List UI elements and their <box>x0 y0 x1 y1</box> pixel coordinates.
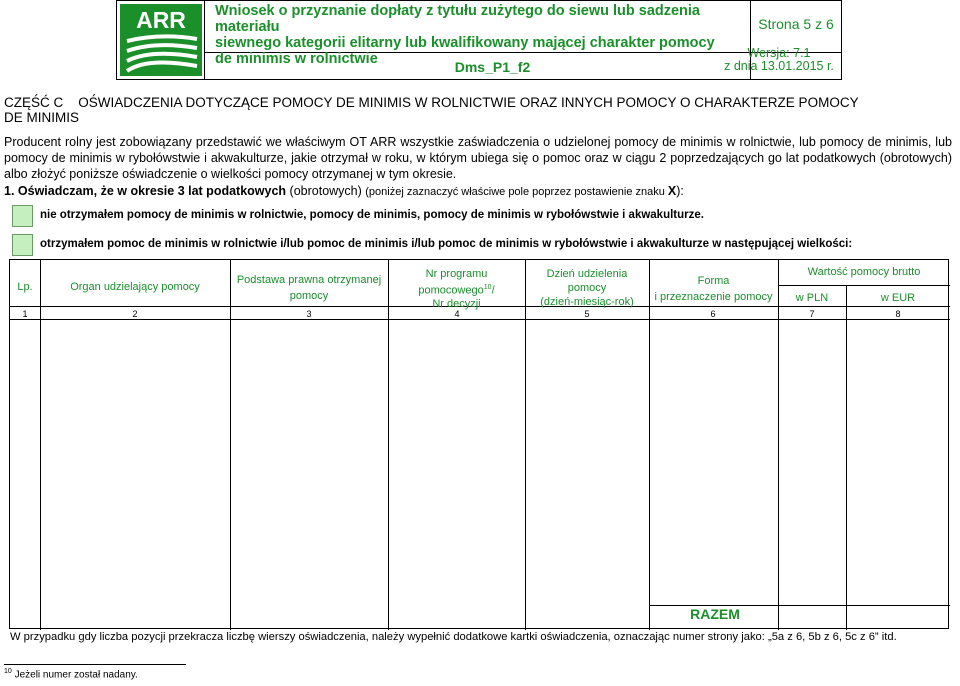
col-forma-line: i przeznaczenie pomocy <box>654 291 773 303</box>
col-forma-line: Forma <box>697 275 730 287</box>
col-podstawa-header <box>230 274 388 303</box>
footnote <box>4 668 138 680</box>
section-title-line: DE MINIMIS <box>4 110 80 125</box>
form-title-line: de minimis w rolnictwie <box>215 51 378 67</box>
section-intro-paragraph: Producent rolny jest zobowiązany przedstawić we właściwym OT ARR wszystkie zaświadczenia o udzielonej pomocy de minimis w rolnictwie, lub pomocy de minimis, lub pomocy de minimis w rybołówstwie i akwakulturze, jakie otrzymał w roku, w którym ubiega się o pomoc oraz w ciągu 2 poprzedzających go lat podatkowych (obrotowych) albo złożyć poniższe oświadczenie o wielkości pomocy otrzymanej w tym okresie. <box>4 135 952 182</box>
footnote-text: Jeżeli numer został nadany. <box>14 669 138 681</box>
table-entry-area[interactable] <box>10 320 950 605</box>
col-number: 5 <box>584 309 590 319</box>
declaration-mark: X <box>667 184 677 198</box>
version-number: Wersja: 7.1 <box>747 46 811 60</box>
section-title <box>4 95 954 125</box>
declaration-normal: (obrotowych) <box>286 184 366 198</box>
aid-table <box>9 259 949 629</box>
col-nr-header <box>388 268 525 311</box>
col-nr-line: Nr decyzji <box>432 297 481 310</box>
col-organ-header: Organ udzielający pomocy <box>70 281 200 293</box>
col-number: 6 <box>710 309 716 319</box>
page-number: Strona 5 z 6 <box>751 1 841 53</box>
checkbox-no-aid[interactable] <box>12 205 33 227</box>
col-nr-slash: / <box>491 284 495 297</box>
logo-text: ARR <box>136 7 186 33</box>
checkbox-aid-received[interactable] <box>12 234 33 256</box>
footnote-divider <box>4 664 186 665</box>
total-pln-field[interactable] <box>779 606 846 629</box>
additional-pages-note: W przypadku gdy liczba pozycji przekracza liczbę wierszy oświadczenia, należy wypełnić dodatkowe kartki oświadczenia, oznaczając numer strony jako: „5a z 6, 5b z 6, 5c z 6” itd. <box>10 631 897 643</box>
declaration-instruction: (poniżej zaznaczyć właściwe pole poprzez postawienie znaku <box>365 186 668 198</box>
col-podstawa-line: pomocy <box>289 290 329 302</box>
col-forma-header <box>649 275 778 304</box>
form-title-line: Wniosek o przyznanie dopłaty z tytułu zużytego do siewu lub sadzenia materiału <box>215 3 700 35</box>
option-aid-received <box>12 234 952 260</box>
arr-logo <box>117 1 205 79</box>
col-dzien-line: (dzień-miesiąc-rok) <box>540 296 634 308</box>
form-title-line: siewnego kategorii elitarny lub kwalifikowany mającej charakter pomocy <box>215 35 715 51</box>
declaration-close: ): <box>676 184 684 198</box>
option-no-aid-label: nie otrzymałem pomocy de minimis w rolnictwie, pomocy de minimis, pomocy de minimis w rybołówstwie i akwakulturze. <box>40 209 704 221</box>
col-number: 3 <box>306 309 312 319</box>
col-wartosc-header: Wartość pomocy brutto <box>807 266 921 278</box>
total-label: RAZEM <box>690 606 740 622</box>
col-pln-header: w PLN <box>795 292 829 304</box>
col-lp-header: Lp. <box>17 281 33 293</box>
col-nr-line-text: pomocowego <box>418 284 484 297</box>
form-code: Dms_P1_f2 <box>205 53 751 79</box>
col-number: 8 <box>895 309 901 319</box>
version-info <box>717 47 841 77</box>
col-podstawa-line: Podstawa prawna otrzymanej <box>236 274 382 286</box>
declaration-bold: 1. Oświadczam, że w okresie 3 lat podatkowych <box>4 184 287 198</box>
col-number: 2 <box>132 309 138 319</box>
col-number: 4 <box>454 309 460 319</box>
footnote-number: 10 <box>4 668 12 675</box>
footnote-ref: 10 <box>483 284 492 291</box>
option-no-aid <box>12 205 952 231</box>
document-header <box>116 0 842 80</box>
col-nr-line <box>388 281 525 298</box>
col-dzien-line: Dzień udzielenia <box>546 268 628 280</box>
section-title-line: CZĘŚĆ C OŚWIADCZENIA DOTYCZĄCE POMOCY DE MINIMIS W ROLNICTWIE ORAZ INNYCH POMOCY O CHARAKTERZE POMOCY <box>4 95 859 110</box>
col-dzien-header <box>525 268 649 309</box>
col-number: 1 <box>22 309 28 319</box>
col-eur-header: w EUR <box>880 292 916 304</box>
col-nr-line: Nr programu <box>425 268 488 280</box>
option-aid-received-label: otrzymałem pomoc de minimis w rolnictwie i/lub pomoc de minimis i/lub pomoc de minimis w rybołówstwie i akwakulturze w następującej wielkości: <box>40 238 853 250</box>
version-date: z dnia 13.01.2015 r. <box>724 59 834 73</box>
total-eur-field[interactable] <box>847 606 949 629</box>
col-number: 7 <box>809 309 815 319</box>
col-dzien-line: pomocy <box>567 282 607 294</box>
declaration-statement <box>4 184 952 198</box>
